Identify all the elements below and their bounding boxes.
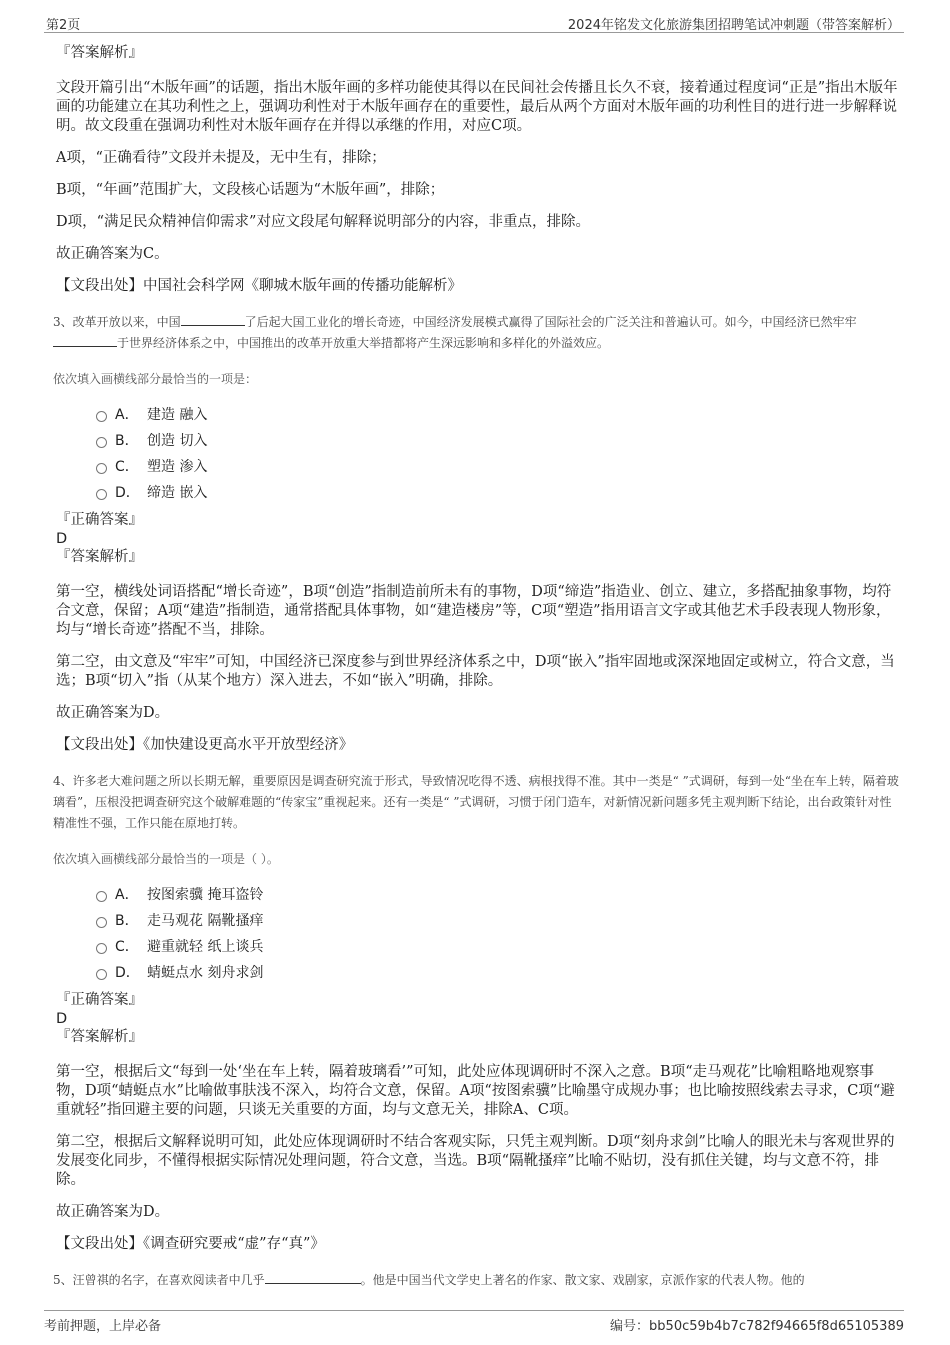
analysis-paragraph: 文段开篇引出“木版年画”的话题，指出木版年画的多样功能使其得以在民间社会传播且长久不衰，接着通过程度词“正是”指出木版年画的功能建立在其功利性之上，强调功利性对于木版年画存在的重要性，最后从两个方面对木版年画的功利性目的进行进一步解释说明。故文段重在强调功利性对木版年画存在并得以承继的作用，对应C项。 — [56, 80, 898, 134]
source-citation: 【文段出处】《调查研究要戒“虚”存“真”》 — [56, 1236, 325, 1252]
option-c[interactable]: C． 塑造 渗入 — [96, 453, 902, 479]
option-a[interactable]: A． 建造 融入 — [96, 401, 902, 427]
option-b[interactable]: B． 走马观花 隔靴搔痒 — [96, 907, 902, 933]
footer-slogan: 考前押题，上岸必备 — [44, 1319, 162, 1334]
analysis-label: 『答案解析』 — [56, 45, 143, 61]
radio-icon[interactable] — [96, 943, 107, 954]
analysis-paragraph: D项，“满足民众精神信仰需求”对应文段尾句解释说明部分的内容，非重点，排除。 — [56, 214, 590, 230]
correct-answer: D — [56, 531, 68, 547]
page-number: 第2页 — [46, 18, 81, 33]
answer-conclusion: 故正确答案为D。 — [56, 705, 170, 721]
correct-answer-label: 『正确答案』 — [56, 992, 143, 1008]
answer-conclusion: 故正确答案为C。 — [56, 246, 169, 262]
radio-icon[interactable] — [96, 891, 107, 902]
analysis-label: 『答案解析』 — [56, 1029, 143, 1045]
analysis-paragraph: B项，“年画”范围扩大，文段核心话题为“木版年画”，排除； — [56, 182, 445, 198]
source-citation: 【文段出处】中国社会科学网《聊城木版年画的传播功能解析》 — [56, 278, 462, 294]
page-footer — [44, 1310, 904, 1333]
document-id: 编号：bb50c59b4b7c782f94665f8d65105389 — [610, 1319, 904, 1334]
page-content — [53, 44, 902, 1291]
radio-icon[interactable] — [96, 969, 107, 980]
radio-icon[interactable] — [96, 463, 107, 474]
analysis-paragraph: A项，“正确看待”文段并未提及，无中生有，排除； — [56, 150, 386, 166]
analysis-paragraph: 第一空，横线处词语搭配“增长奇迹”，B项“创造”指制造前所未有的事物，D项“缔造”指造业、创立、建立，多搭配抽象事物，均符合文意，保留；A项“建造”指制造，通常搭配具体事物，如“建造楼房”等，C项“塑造”指用语言文字或其他艺术手段表现人物形象，均与“增长奇迹”搭配不当，排除。 — [56, 584, 892, 638]
option-list — [96, 401, 902, 505]
fill-blank — [265, 1271, 361, 1284]
analysis-paragraph: 第二空，根据后文解释说明可知，此处应体现调研时不结合客观实际，只凭主观判断。D项“刻舟求剑”比喻人的眼光未与客观世界的发展变化同步，不懂得根据实际情况处理问题，符合文意，当选。B项“隔靴搔痒”比喻不贴切，没有抓住关键，均与文意不符，排除。 — [56, 1134, 895, 1188]
fill-blank — [181, 313, 245, 326]
radio-icon[interactable] — [96, 437, 107, 448]
question-prompt: 依次填入画横线部分最恰当的一项是（ ）。 — [53, 852, 279, 866]
page-header — [44, 12, 904, 33]
document-title: 2024年铭发文化旅游集团招聘笔试冲刺题（带答案解析） — [567, 18, 900, 33]
option-a[interactable]: A． 按图索骥 掩耳盗铃 — [96, 881, 902, 907]
fill-blank — [53, 334, 117, 347]
correct-answer: D — [56, 1011, 68, 1027]
question-3-text: 3、改革开放以来，中国 了后起大国工业化的增长奇迹，中国经济发展模式赢得了国际社会的广泛关注和普遍认可。如今，中国经济已然牢牢于世界经济体系之中，中国推出的改革开放重大举措都将产生深远影响和多样化的外溢效应。 — [53, 315, 857, 350]
analysis-paragraph: 第一空，根据后文“每到一处‘坐在车上转，隔着玻璃看’”可知，此处应体现调研时不深入之意。B项“走马观花”比喻粗略地观察事物，D项“蜻蜓点水”比喻做事肤浅不深入，均符合文意，保留。A项“按图索骥”比喻墨守成规办事；也比喻按照线索去寻求，C项“避重就轻”指回避主要的问题，只谈无关重要的方面，均与文意无关，排除A、C项。 — [56, 1064, 895, 1118]
option-list — [96, 881, 902, 985]
correct-answer-label: 『正确答案』 — [56, 512, 143, 528]
option-c[interactable]: C． 避重就轻 纸上谈兵 — [96, 933, 902, 959]
radio-icon[interactable] — [96, 411, 107, 422]
analysis-label: 『答案解析』 — [56, 549, 143, 565]
radio-icon[interactable] — [96, 489, 107, 500]
question-5-text: 5、汪曾祺的名字，在喜欢阅读者中几乎 。他是中国当代文学史上著名的作家、散文家、戏剧家，京派作家的代表人物。他的 — [53, 1273, 805, 1287]
radio-icon[interactable] — [96, 917, 107, 928]
answer-conclusion: 故正确答案为D。 — [56, 1204, 170, 1220]
option-b[interactable]: B． 创造 切入 — [96, 427, 902, 453]
question-4-text: 4、许多老大难问题之所以长期无解，重要原因是调查研究流于形式，导致情况吃得不透、病根找得不准。其中一类是“ ”式调研，每到一处“坐在车上转，隔着玻璃看”，压根没把调查研究这个破解难题的“传家宝”重视起来。还有一类是“ ”式调研，习惯于闭门造车，对新情况新问题多凭主观判断下结论，出台政策针对性精准性不强，工作只能在原地打转。 — [53, 774, 899, 830]
source-citation: 【文段出处】《加快建设更高水平开放型经济》 — [56, 737, 354, 753]
question-prompt: 依次填入画横线部分最恰当的一项是： — [53, 372, 258, 386]
analysis-paragraph: 第二空，由文意及“牢牢”可知，中国经济已深度参与到世界经济体系之中，D项“嵌入”指牢固地或深深地固定或树立，符合文意，当选；B项“切入”指（从某个地方）深入进去，不如“嵌入”明确，排除。 — [56, 654, 895, 689]
option-d[interactable]: D． 蜻蜓点水 刻舟求剑 — [96, 959, 902, 985]
option-d[interactable]: D． 缔造 嵌入 — [96, 479, 902, 505]
